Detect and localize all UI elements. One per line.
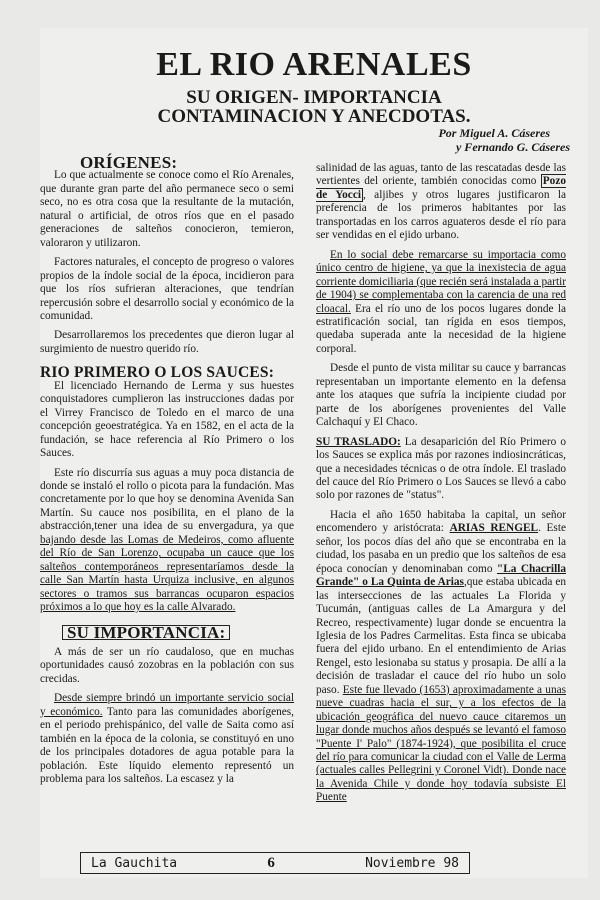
- paragraph-text: Era el río uno de los pocos lugares donde la estratificación social, tan rígida en esos tiempos, quedaba superada ante la necesidad de la higiene corporal.: [316, 302, 566, 355]
- article-subtitle-line1: SU ORIGEN- IMPORTANCIA: [186, 87, 442, 108]
- paragraph-text: , aljibes y otros lugares justificaron la preferencia de los primeros habitantes por las transportadas en los carros aguateros desde el río para ser vendidas en el ejido urbano.: [316, 188, 566, 242]
- article-title: EL RIO ARENALES: [156, 46, 472, 83]
- underlined-text: bajando desde las Lomas de Medeiros, como afluente del Río de San Lorenzo, ocupaba un cauce que los salteños contemporáneos representaríamos desde la calle San Martín hasta Urquiza inclusive, en algunos sectores o tramos sus barrancas ocuparon espacios próximos a lo que hoy es la calle Alvarado.: [40, 533, 294, 614]
- paragraph: [316, 162, 566, 243]
- arias-rengel: ARIAS RENGEL: [449, 522, 539, 535]
- publication-name: La Gauchita: [91, 855, 178, 871]
- paragraph-text: Este líquido elemento representó un problema para los salteños. La escasez y la: [40, 759, 294, 786]
- heading-rio-primero: RIO PRIMERO O LOS SAUCES:: [40, 364, 275, 382]
- underlined-text: Este fue llevado (1653) aproximadamente a unas nueve cuadras hacia el sur, y a los efectos de la ubicación geográfica del nuevo cauce citaremos un lugar donde muchos años después se levantó el famoso "Puente I' Palo" (1874-1924), que posibilita el cruce del río para comunicar la ciudad con el Valle de Lerma (actuales calles Pellegrini y Coronel Vidt). Donde nace la Avenida Chile y donde hoy todavía subsiste El Puente: [316, 683, 566, 804]
- right-column: [316, 162, 566, 805]
- heading-traslado: SU TRASLADO:: [316, 435, 401, 448]
- page-number: 6: [267, 854, 275, 871]
- underlined-text: En lo social debe remarcarse su importacia como único centro de higiene, ya que la inexistecia de agua corriente domiciliaria (que recién será instalada a partir de 1904) se complementaba con la carencia de una red cloacal.: [316, 248, 566, 315]
- issue-date: Noviembre 98: [365, 855, 459, 871]
- paragraph-text: . Este señor, los pocos días del año que se encontraba en la ciudad, los pasaba en un predio que los salteños de esa época conocían y denominaban como: [316, 522, 566, 575]
- paragraph-text: Este río discurría sus aguas a muy poca distancia de donde se instaló el rollo o picota para la fundación. Mas concretamente por lo que hoy se denomina Avenida San Martín. Su cauce nos posibilita, en el plano de la abstracción,tener una idea de su envergadura, ya que: [40, 466, 294, 533]
- paragraph: Desarrollaremos los precedentes que dieron lugar al surgimiento de nuestro querido río.: [40, 329, 294, 355]
- heading-importancia: SU IMPORTANCIA:: [62, 625, 230, 640]
- paragraph: [316, 249, 566, 357]
- paragraph: Factores naturales, el concepto de progreso o valores propios de la índole social de la época, incidieron para que los ríos sufrieran alteraciones, que tendrían repercusión sobre el desarrollo social y económico de la comunidad.: [40, 256, 294, 322]
- paragraph: El licenciado Hernando de Lerma y sus huestes conquistadores cumplieron las instrucciones dadas por el Virrey Francisco de Toledo en el marco de una concepción geoestratégica. Ya en 1582, en el acta de la fundación, se hace referencia al Río Primero o los Sauces.: [40, 379, 294, 460]
- paragraph: Lo que actualmente se conoce como el Río Arenales, que durante gran parte del año permanece seco o semi seco, no es otra cosa que la resultante de la mutación, natural o artificial, de otros ríos que en el pasado generaciones de salteños conocieron, temieron, valoraron y utilizaron.: [40, 169, 294, 249]
- author-2: y Fernando G. Cáseres: [455, 140, 570, 154]
- paragraph-text: Tanto para las comunidades aborígenes, en el periodo prehispánico, del valle de Saita como así también en la época de la colonia, se constituyó en uno de los principales dotadores de agua potable para la población.: [40, 705, 294, 772]
- page-footer: [80, 852, 470, 874]
- left-column: [40, 153, 294, 786]
- paragraph: Desde el punto de vista militar su cauce y barrancas representaban un importante elemento en la defensa ante los ataques que sufría la incipiente ciudad por parte de los aborígenes provenientes del Valle Calchaquí y El Chaco.: [316, 362, 566, 429]
- paragraph-text: La desaparición del Río Primero o los Sauces se explica más por razones indiosincráticas, que a necesidades técnicas o de otra índole. El traslado del cauce del Río Primero o Los Sauces se llevó a cabo solo por razones de "status".: [316, 435, 566, 502]
- heading-origenes: ORÍGENES:: [80, 153, 178, 172]
- paragraph-text: Hacia el año 1650 habitaba la capital, un señor encomendero y aristócrata:: [316, 508, 566, 535]
- paragraph: A más de ser un río caudaloso, que en muchas oportunidades causó zozobras en la población con sus crecidas.: [40, 645, 294, 685]
- pozo-de-yocci: Pozo de Yocci: [316, 175, 566, 201]
- chacrilla-grande: "La Chacrilla Grande" o La Quinta de Arias: [316, 562, 566, 589]
- page-edge-left: [2, 40, 32, 870]
- paragraph-text: ,que estaba ubicada en las intersecciones de las actuales La Florida y Tucumán, (antiguas calles de La Amargura y del Recreo, respectivamente) lugar donde se encuentra la Iglesia de los Padres Carmelitas. Esta finca se ubicaba fuera del ejido urbano. En el entendimiento de Arias Rengel, esto lesionaba su status y prosapia. De allí a la decisión de trasladar el cauce del río hubo un solo paso.: [316, 576, 567, 696]
- article-subtitle-line2: CONTAMINACION Y ANECDOTAS.: [157, 106, 471, 127]
- author-1: Por Miguel A. Cáseres: [438, 126, 550, 140]
- underlined-text: Desde siempre brindó un importante servicio social y económico.: [40, 692, 294, 718]
- paragraph: [40, 692, 294, 786]
- magazine-page: [40, 28, 588, 878]
- paragraph-text: salinidad de las aguas, tanto de las rescatadas desde las vertientes del oriente, también conocidas como: [316, 162, 566, 188]
- paragraph: [40, 467, 294, 615]
- paragraph: [316, 509, 566, 805]
